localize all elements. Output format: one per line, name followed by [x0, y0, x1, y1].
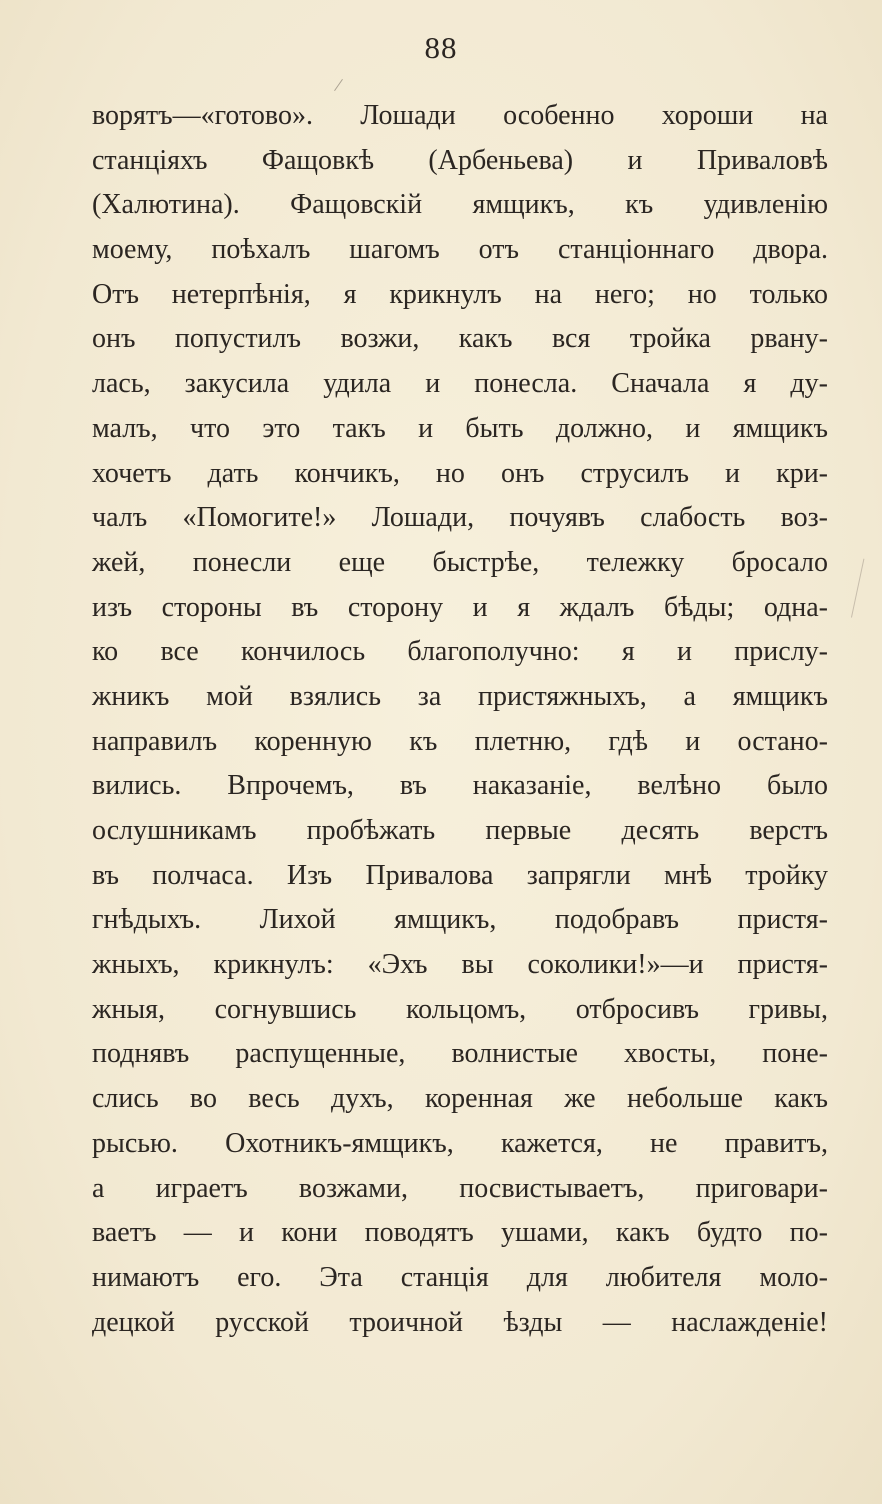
text-line: станціяхъ Фащовкѣ (Арбеньева) и Приваловѣ: [92, 144, 828, 176]
text-line: вились. Впрочемъ, въ наказаніе, велѣно было: [92, 770, 828, 802]
text-line: жныя, согнувшись кольцомъ, отбросивъ гривы,: [92, 993, 828, 1025]
text-line: направилъ коренную къ плетню, гдѣ и остано-: [92, 725, 828, 757]
text-line: онъ попустилъ возжи, какъ вся тройка рвану-: [92, 323, 828, 355]
text-line: хочетъ дать кончикъ, но онъ струсилъ и кри-: [92, 457, 828, 489]
page-number: 88: [424, 30, 458, 65]
text-line: жникъ мой взялись за пристяжныхъ, а ямщикъ: [92, 680, 828, 712]
text-line: ко все кончилось благополучно: я и прислу-: [92, 636, 828, 668]
text-line: гнѣдыхъ. Лихой ямщикъ, подобравъ пристя-: [92, 904, 828, 936]
text-line: поднявъ распущенные, волнистые хвосты, поне-: [92, 1038, 828, 1070]
text-line: въ полчаса. Изъ Привалова запрягли мнѣ тройку: [92, 859, 828, 891]
text-line: децкой русской троичной ѣзды — наслажденіе!: [92, 1306, 828, 1338]
text-line: лась, закусила удила и понесла. Сначала я ду-: [92, 368, 828, 400]
text-line: нимаютъ его. Эта станція для любителя моло-: [92, 1261, 828, 1293]
body-text: [92, 94, 828, 1345]
text-line: ваетъ — и кони поводятъ ушами, какъ будто по-: [92, 1217, 828, 1249]
text-line: слись во весь духъ, коренная же небольше какъ: [92, 1083, 828, 1115]
text-line: рысью. Охотникъ-ямщикъ, кажется, не правитъ,: [92, 1127, 828, 1159]
pencil-tick-mark: [334, 79, 343, 91]
text-line: моему, поѣхалъ шагомъ отъ станціоннаго двора.: [92, 234, 828, 266]
text-line: (Халютина). Фащовскій ямщикъ, къ удивленію: [92, 189, 828, 221]
text-line: ворятъ—«готово». Лошади особенно хороши на: [92, 100, 828, 131]
text-line: Отъ нетерпѣнія, я крикнулъ на него; но только: [92, 278, 828, 310]
text-line: жныхъ, крикнулъ: «Эхъ вы соколики!»—и пристя-: [92, 949, 828, 981]
text-line: а играетъ возжами, посвистываетъ, приговари-: [92, 1172, 828, 1204]
text-line: ослушникамъ пробѣжать первые десять верстъ: [92, 815, 828, 846]
text-line: жей, понесли еще быстрѣе, тележку бросало: [92, 546, 828, 578]
pencil-margin-mark: [851, 559, 882, 622]
text-line: малъ, что это такъ и быть должно, и ямщикъ: [92, 412, 828, 444]
text-line: изъ стороны въ сторону и я ждалъ бѣды; одна-: [92, 591, 828, 623]
text-line: чалъ «Помогите!» Лошади, почуявъ слабость воз-: [92, 502, 828, 534]
